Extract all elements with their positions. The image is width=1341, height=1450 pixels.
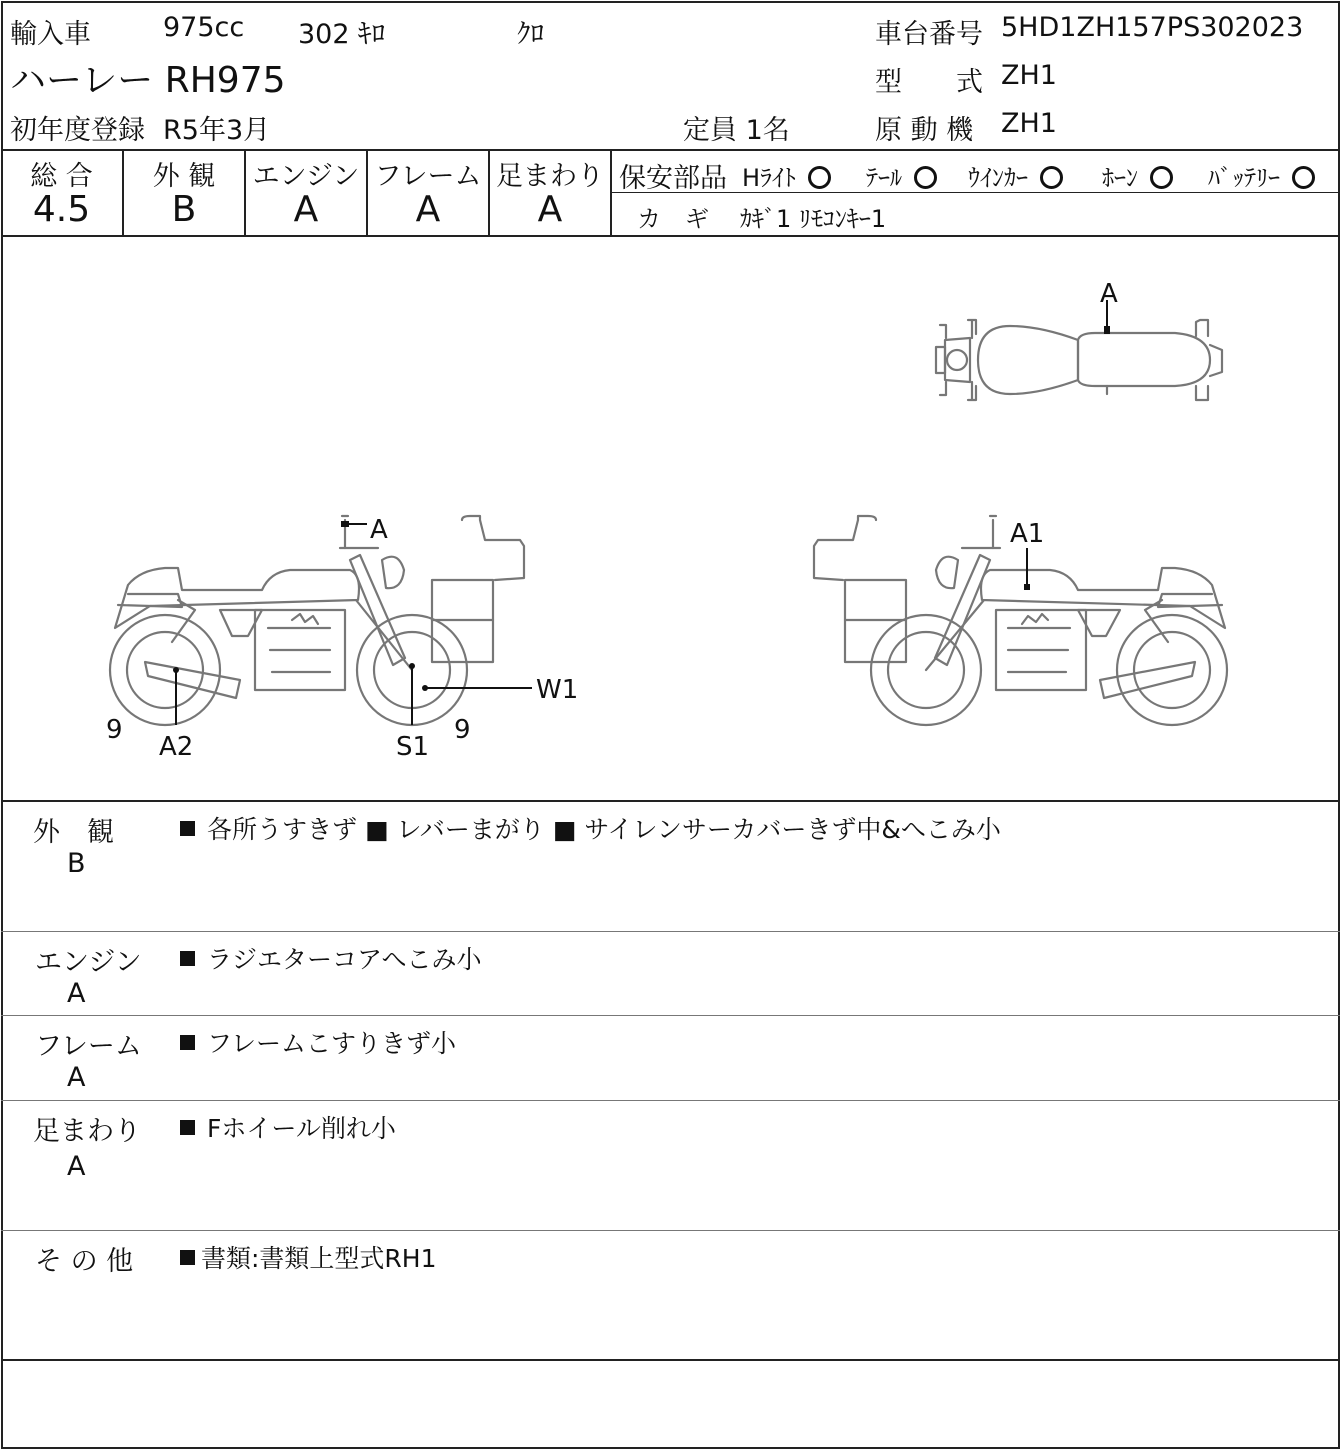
safety-label: 保安部品 <box>619 163 727 194</box>
mileage: 302 ｷﾛ <box>298 19 386 50</box>
damage-diagram <box>0 237 1341 800</box>
note-text: 書類:書類上型式RH1 <box>201 1244 437 1273</box>
note-label: 足まわり <box>33 1116 141 1147</box>
note-text: ラジエターコアへこみ小 <box>207 945 482 974</box>
mark-9-front: 9 <box>454 715 471 745</box>
displacement: 975cc <box>163 12 245 43</box>
bullet-square-icon <box>180 951 195 966</box>
bullet-square-icon <box>180 821 195 836</box>
rating-exterior-value: B <box>171 189 197 230</box>
frame-no: 5HD1ZH157PS302023 <box>1001 12 1304 43</box>
notes-bottom-line <box>1 1359 1340 1361</box>
top-view-bike-icon <box>936 279 1222 400</box>
bullet-square-icon <box>180 1250 195 1265</box>
mark-w1: W1 <box>536 675 579 705</box>
bullet-square-icon <box>180 1120 195 1135</box>
right-side-bike-icon <box>814 516 1227 725</box>
engine-label: 原 動 機 <box>875 115 974 146</box>
note-label: エンジン <box>35 947 142 978</box>
mark-top-a: A <box>1100 279 1118 309</box>
safety-item-winker: ｳｲﾝｶｰ <box>968 158 1063 193</box>
left-side-bike-icon <box>106 515 578 762</box>
ok-circle-icon <box>914 166 937 189</box>
first-reg-value: R5年3月 <box>163 115 271 146</box>
rating-overall-value: 4.5 <box>32 189 91 230</box>
safety-item-headlight: Hﾗｲﾄ <box>742 158 831 193</box>
color: ｸﾛ <box>517 19 544 50</box>
key-label: カ ギ <box>637 205 709 233</box>
type-label: 型 式 <box>875 67 983 98</box>
first-reg-label: 初年度登録 <box>10 115 145 146</box>
safety-item-horn: ﾎｰﾝ <box>1102 158 1173 193</box>
rating-suspension-value: A <box>537 189 563 230</box>
note-label: 外 観 <box>33 817 114 848</box>
rating-exterior-label: 外 観 <box>152 161 216 192</box>
mark-a2: A2 <box>159 732 194 762</box>
note-grade: A <box>67 1151 86 1182</box>
bullet-square-icon <box>180 1035 195 1050</box>
note-text: フレームこすりきず小 <box>207 1029 457 1058</box>
type-value: ZH1 <box>1001 60 1057 91</box>
note-text: Fホイール削れ小 <box>207 1114 396 1143</box>
notes-top-line <box>1 800 1340 802</box>
mark-9-rear: 9 <box>106 715 123 745</box>
category: 輸入車 <box>10 19 91 50</box>
note-text: 各所うすきず ■ レバーまがり ■ サイレンサーカバーきず中&へこみ小 <box>207 815 1001 844</box>
capacity: 定員 1名 <box>683 115 790 146</box>
note-label: そ の 他 <box>35 1246 134 1277</box>
rating-frame-label: フレーム <box>374 161 482 192</box>
rating-overall-label: 総 合 <box>30 161 93 192</box>
mark-handle-a: A <box>370 515 388 545</box>
rating-frame-value: A <box>415 189 441 230</box>
ok-circle-icon <box>1292 166 1315 189</box>
frame-no-label: 車台番号 <box>875 19 983 50</box>
rating-suspension-label: 足まわり <box>496 161 604 192</box>
ok-circle-icon <box>1150 166 1173 189</box>
model-name: ハーレー RH975 <box>10 60 286 101</box>
ok-circle-icon <box>1040 166 1063 189</box>
note-grade: A <box>67 1062 86 1093</box>
mark-a1: A1 <box>1010 519 1045 549</box>
rating-engine-label: エンジン <box>252 161 360 192</box>
rating-top-line <box>1 149 1340 151</box>
engine-value: ZH1 <box>1001 108 1057 139</box>
note-grade: A <box>67 978 86 1009</box>
safety-item-tail: ﾃｰﾙ <box>866 158 937 193</box>
note-grade: B <box>67 848 86 879</box>
rating-engine-value: A <box>293 189 319 230</box>
safety-item-battery: ﾊﾞｯﾃﾘｰ <box>1208 158 1315 193</box>
ok-circle-icon <box>808 166 831 189</box>
key-value: ｶｷﾞ1 ﾘﾓｺﾝｷｰ1 <box>740 205 887 233</box>
mark-s1: S1 <box>396 732 430 762</box>
note-label: フレーム <box>35 1031 142 1062</box>
